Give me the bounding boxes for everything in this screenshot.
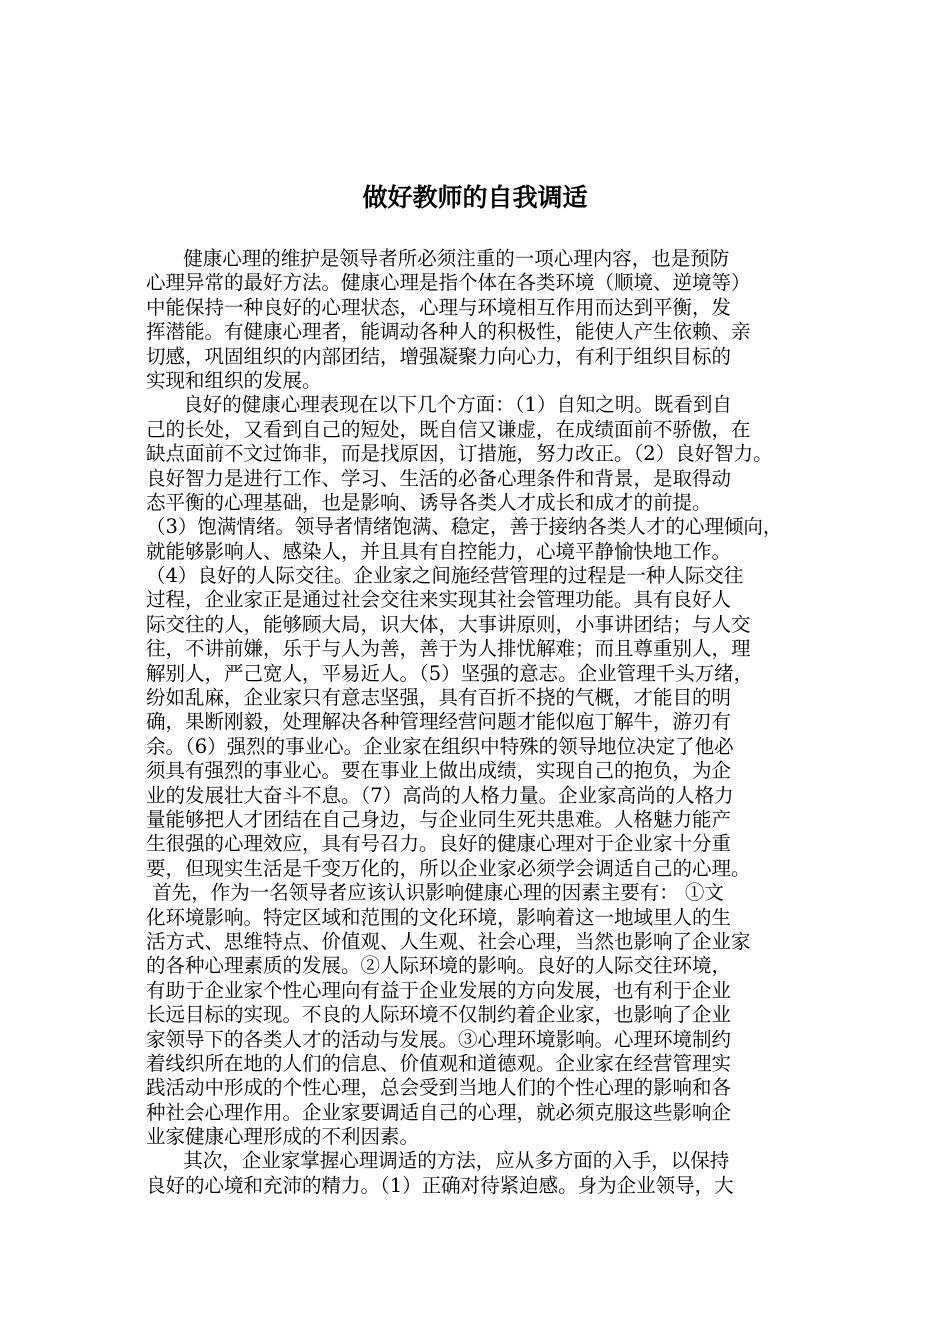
- text-line: 践活动中形成的个性心理，总会受到当地人们的个性心理的影响和各: [146, 1076, 732, 1100]
- text-line: 着线织所在地的人们的信息、价值观和道德观。企业家在经营管理实: [146, 1051, 732, 1075]
- text-line: 其次，企业家掌握心理调适的方法，应从多方面的入手，以保持: [146, 1149, 730, 1173]
- text-line: 良好的健康心理表现在以下几个方面：（1）自知之明。既看到自: [146, 393, 732, 417]
- text-line: 种社会心理作用。企业家要调适自己的心理，就必须克服这些影响企: [146, 1100, 732, 1124]
- text-line: 缺点面前不文过饰非，而是找原因，订措施，努力改正。（2）良好智力。: [146, 442, 773, 466]
- text-line: 的各种心理素质的发展。②人际环境的影响。良好的人际交往环境，: [146, 954, 732, 978]
- text-line: 切感，巩固组织的内部团结，增强凝聚力向心力，有利于组织目标的: [146, 344, 732, 368]
- text-line: 中能保持一种良好的心理状态，心理与环境相互作用而达到平衡，发: [146, 295, 732, 319]
- text-line: 化环境影响。特定区域和范围的文化环境，影响着这一地域里人的生: [146, 905, 732, 929]
- text-line: 过程，企业家正是通过社会交往来实现其社会管理功能。具有良好人: [146, 588, 732, 612]
- text-line: 确，果断刚毅，处理解决各种管理经营问题才能似庖丁解牛，游刃有: [146, 710, 732, 734]
- text-line: 态平衡的心理基础，也是影响、诱导各类人才成长和成才的前提。: [146, 490, 712, 514]
- text-line: 生很强的心理效应，具有号召力。良好的健康心理对于企业家十分重: [146, 832, 732, 856]
- text-line: 纷如乱麻，企业家只有意志坚强，具有百折不挠的气概，才能目的明: [146, 686, 732, 710]
- text-line: 良好智力是进行工作、学习、生活的必备心理条件和背景，是取得动: [146, 466, 732, 490]
- text-line: 余。（6）强烈的事业心。企业家在组织中特殊的领导地位决定了他必: [146, 734, 734, 758]
- document-body: [146, 247, 866, 1198]
- text-line: （4）良好的人际交往。企业家之间施经营管理的过程是一种人际交往: [146, 564, 744, 588]
- text-line: 挥潜能。有健康心理者，能调动各种人的积极性，能使人产生依赖、亲: [146, 320, 751, 344]
- text-line: 活方式、思维特点、价值观、人生观、社会心理，当然也影响了企业家: [146, 929, 751, 953]
- text-line: 心理异常的最好方法。健康心理是指个体在各类环境（顺境、逆境等）: [146, 271, 751, 295]
- text-line: 就能够影响人、感染人，并且具有自控能力，心境平静愉快地工作。: [146, 539, 732, 563]
- text-line: 有助于企业家个性心理向有益于企业发展的方向发展，也有利于企业: [146, 978, 732, 1002]
- document-title: 做好教师的自我调适: [362, 183, 588, 212]
- text-line: 家领导下的各类人才的活动与发展。③心理环境影响。心理环境制约: [146, 1027, 732, 1051]
- text-line: 往，不讲前嫌，乐于与人为善，善于为人排忧解难；而且尊重别人，理: [146, 637, 751, 661]
- text-line: 须具有强烈的事业心。要在事业上做出成绩，实现自己的抱负，为企: [146, 759, 732, 783]
- text-line: 良好的心境和充沛的精力。（1）正确对待紧迫感。身为企业领导，大: [146, 1173, 734, 1197]
- text-line: 业家健康心理形成的不利因素。: [146, 1125, 420, 1149]
- text-line: 业的发展壮大奋斗不息。（7）高尚的人格力量。企业家高尚的人格力: [146, 783, 734, 807]
- text-line: 量能够把人才团结在自己身边，与企业同生死共患难。人格魅力能产: [146, 807, 732, 831]
- text-line: 健康心理的维护是领导者所必须注重的一项心理内容，也是预防: [146, 247, 730, 270]
- text-line: 长远目标的实现。不良的人际环境不仅制约着企业家，也影响了企业: [146, 1003, 732, 1027]
- text-line: 解别人，严己宽人，平易近人。（5）坚强的意志。企业管理千头万绪，: [146, 661, 754, 685]
- text-line: 首先，作为一名领导者应该认识影响健康心理的因素主要有： ①文: [146, 881, 724, 905]
- text-line: 己的长处，又看到自己的短处，既自信又谦虚，在成绩面前不骄傲，在: [146, 417, 751, 441]
- text-line: （3）饱满情绪。领导者情绪饱满、稳定，善于接纳各类人才的心理倾向，: [146, 515, 783, 539]
- text-line: 要，但现实生活是千变万化的，所以企业家必须学会调适自己的心理。: [146, 856, 751, 880]
- text-line: 际交往的人，能够顾大局，识大体，大事讲原则，小事讲团结；与人交: [146, 612, 751, 636]
- text-line: 实现和组织的发展。: [146, 368, 322, 392]
